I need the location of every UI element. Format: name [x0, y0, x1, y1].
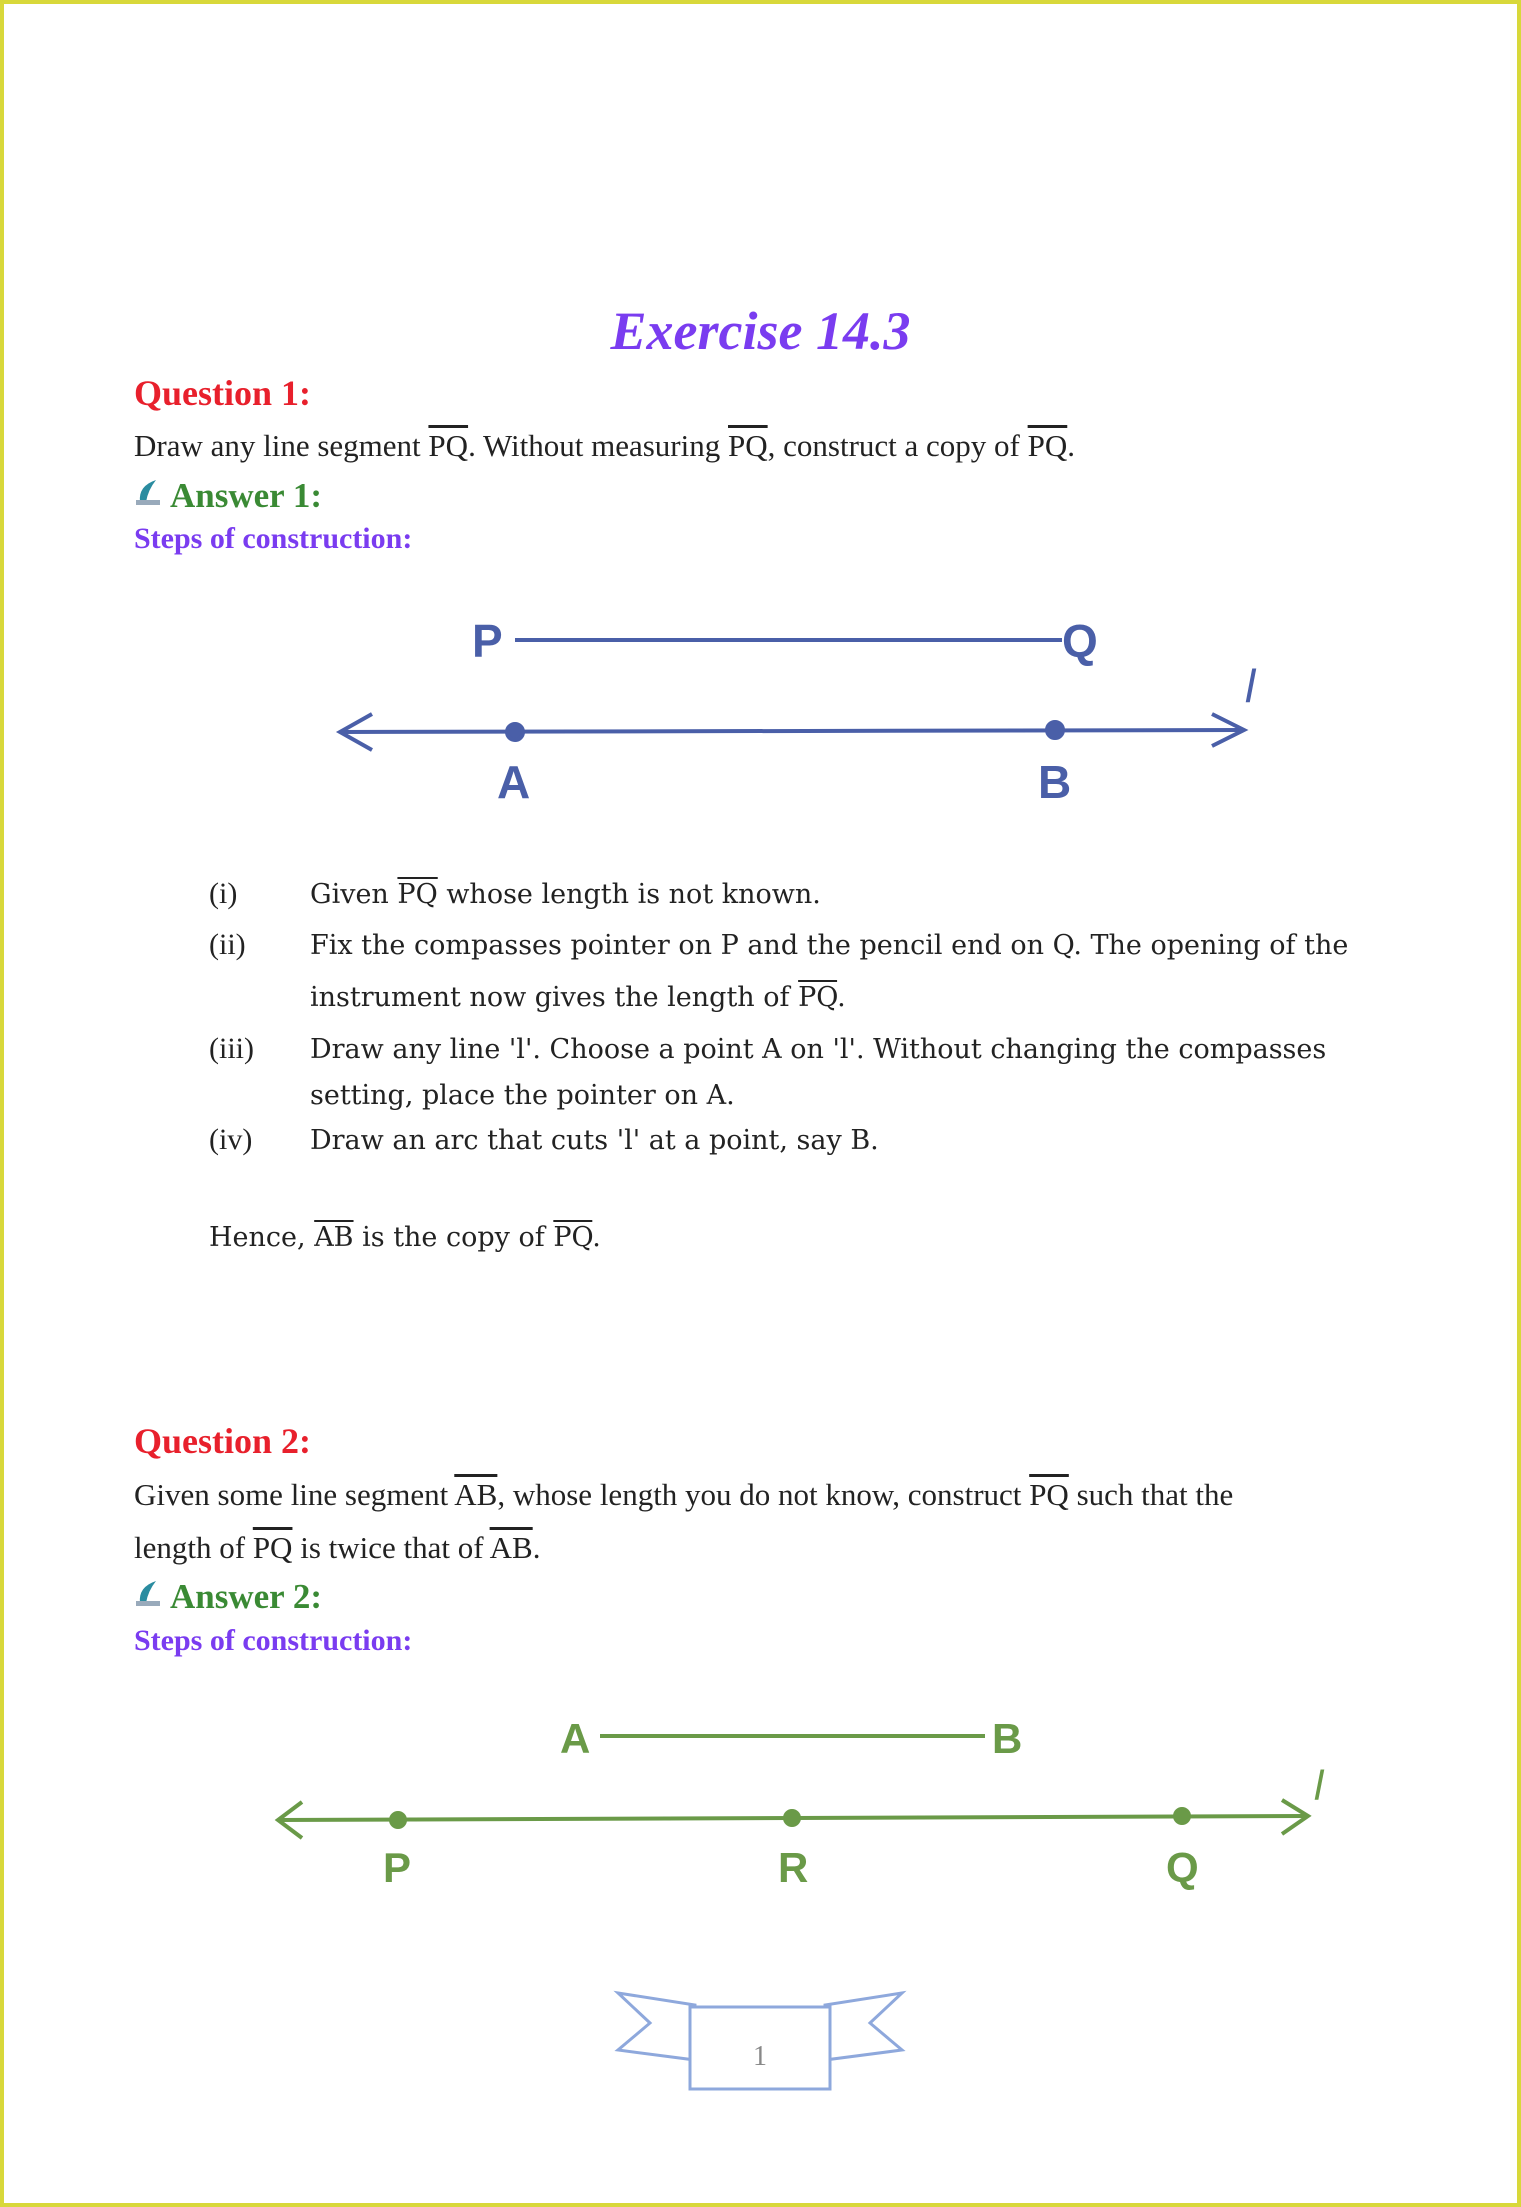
label-l: l [1245, 660, 1256, 712]
point-r [785, 1811, 799, 1825]
label-r: R [778, 1844, 809, 1891]
label-p: P [383, 1844, 412, 1891]
point-a [507, 724, 523, 740]
step-i-num: (i) [209, 877, 238, 910]
line-l [340, 730, 1242, 732]
answer-1-heading: Answer 1: [134, 476, 322, 516]
point-b [1047, 722, 1063, 738]
label-b: B [1038, 756, 1072, 808]
steps-heading-2: Steps of construction: [134, 1624, 413, 1657]
question-2-text-2: length of $\overline{PQ}$ is twice that of $\overline{AB}$. [134, 1530, 541, 1565]
step-iii-text-1: Draw any line 'l'. Choose a point A on 'l'. Without changing the compasses [310, 1034, 1327, 1065]
step-ii-text-2: instrument now gives the length of $\overline{PQ}$. [310, 982, 846, 1013]
label-l: l [1314, 1762, 1324, 1809]
question-1-heading: Question 1: [134, 373, 312, 413]
step-iii-num: (iii) [209, 1032, 254, 1065]
point-p [391, 1813, 405, 1827]
question-2-heading: Question 2: [134, 1421, 312, 1461]
answer-logo-icon [134, 1582, 162, 1612]
step-ii-num: (ii) [209, 928, 246, 961]
diagram-2 [0, 1700, 1521, 1900]
label-p: P [472, 615, 503, 667]
answer-logo-icon [134, 481, 162, 511]
page-number-ribbon [610, 1985, 910, 2095]
conclusion-1: Hence, $\overline{AB}$ is the copy of $\overline{PQ}$. [209, 1222, 601, 1253]
page-number: 1 [753, 2041, 767, 2072]
exercise-title: Exercise 14.3 [610, 301, 911, 361]
step-iv-text: Draw an arc that cuts 'l' at a point, say B. [310, 1125, 879, 1156]
label-q: Q [1062, 615, 1098, 667]
steps-heading-1: Steps of construction: [134, 522, 413, 555]
question-1-text: Draw any line segment $\overline{PQ}$. Without measuring $\overline{PQ}$, construct a copy of $\overline{PQ}$. [134, 428, 1076, 463]
question-2-text-1: Given some line segment $\overline{AB}$, whose length you do not know, construct $\overline{PQ}$ such that the [134, 1477, 1234, 1512]
step-i-text: Given $\overline{PQ}$ whose length is not known. [310, 879, 821, 910]
step-iv-num: (iv) [209, 1123, 253, 1156]
point-q [1175, 1809, 1189, 1823]
label-q: Q [1166, 1844, 1199, 1891]
answer-2-heading: Answer 2: [134, 1577, 322, 1617]
label-b: B [992, 1715, 1023, 1762]
diagram-1 [0, 580, 1521, 820]
step-iii-text-2: setting, place the pointer on A. [310, 1080, 735, 1111]
label-a: A [560, 1715, 591, 1762]
step-ii-text-1: Fix the compasses pointer on P and the pencil end on Q. The opening of the [310, 930, 1349, 961]
label-a: A [497, 756, 531, 808]
